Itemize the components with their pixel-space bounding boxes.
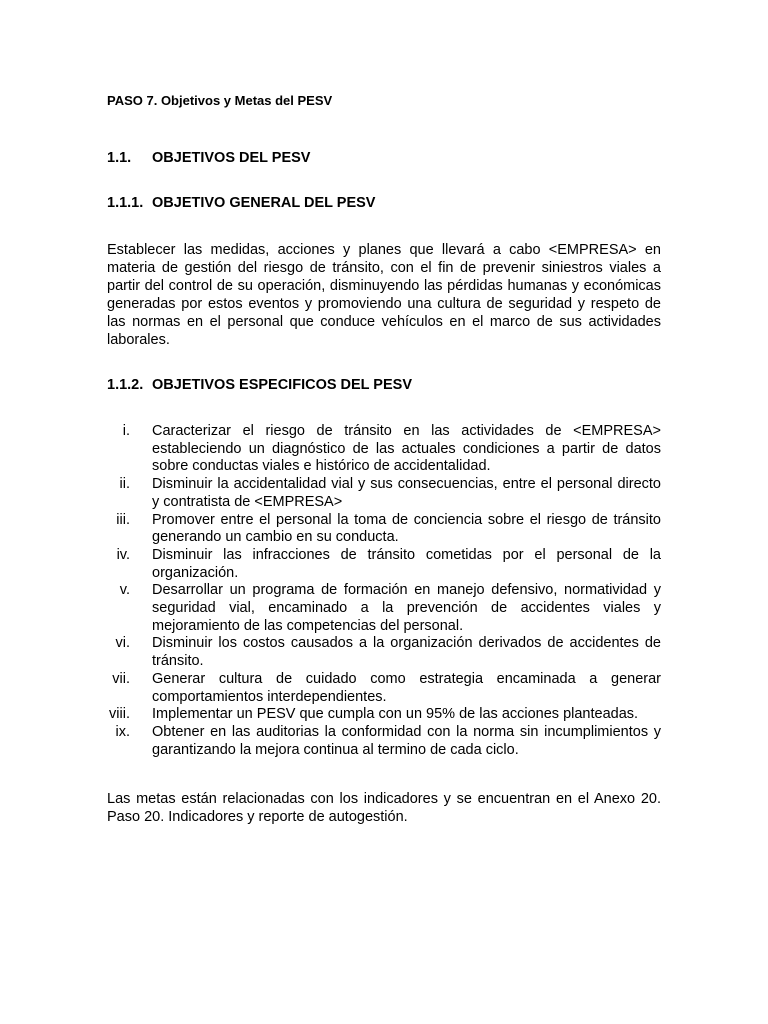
list-item-text: Desarrollar un programa de formación en manejo defensivo, normatividad y seguridad vial, encaminado a la prevención de accidentes viales y mejoramiento de las competencias del personal. [152, 582, 661, 634]
list-item-number: ii. [119, 476, 130, 493]
list-item-text: Disminuir los costos causados a la organización derivados de accidentes de tránsito. [152, 635, 661, 670]
list-item-text: Disminuir las infracciones de tránsito cometidas por el personal de la organización. [152, 546, 661, 581]
section-title: OBJETIVOS ESPECIFICOS DEL PESV [152, 377, 412, 393]
list-item [107, 635, 661, 670]
list-item-number: iv. [116, 546, 130, 563]
section-heading-specific-objectives [107, 377, 412, 393]
list-item-number: i. [122, 423, 130, 439]
list-item-text: Promover entre el personal la toma de conciencia sobre el riesgo de tránsito generando un cambio en su conducta. [152, 511, 661, 546]
section-title: OBJETIVO GENERAL DEL PESV [152, 195, 376, 211]
list-item-text: Disminuir la accidentalidad vial y sus consecuencias, entre el personal directo y contratista de <EMPRESA> [152, 476, 661, 510]
list-item [107, 476, 661, 511]
list-item-number: vi. [115, 635, 130, 652]
list-item [107, 706, 661, 724]
section-number: 1.1.1. [107, 195, 144, 211]
list-item [107, 582, 661, 635]
section-title: OBJETIVOS DEL PESV [152, 150, 311, 166]
section-heading-general-objective [107, 195, 375, 211]
general-objective-paragraph: Establecer las medidas, acciones y planes que llevará a cabo <EMPRESA> en materia de gestión del riesgo de tránsito, con el fin de prevenir siniestros viales a partir del control de su operación, disminuyendo las pérdidas humanas y económicas generadas por estos eventos y promoviendo una cultura de seguridad y respeto de las normas en el personal que conduce vehículos en el marco de sus actividades laborales. [107, 242, 661, 348]
list-item-text: Generar cultura de cuidado como estrategia encaminada a generar comportamientos interdependientes. [152, 670, 661, 705]
list-item [107, 724, 661, 759]
list-item-text: Obtener en las auditorias la conformidad con la norma sin incumplimientos y garantizando la mejora continua al termino de cada ciclo. [152, 723, 661, 758]
list-item [107, 671, 661, 706]
list-item-text: Caracterizar el riesgo de tránsito en las actividades de <EMPRESA> estableciendo un diagnóstico de las actuales condiciones a partir de datos sobre conductas viales e histórico de accidentalidad. [152, 423, 661, 475]
specific-objectives-list [107, 423, 661, 759]
list-item-number: ix. [115, 723, 130, 740]
list-item-number: iii. [116, 511, 130, 528]
section-number: 1.1. [107, 150, 132, 166]
list-item-number: viii. [109, 706, 130, 723]
list-item [107, 547, 661, 582]
list-item-text: Implementar un PESV que cumpla con un 95% de las acciones planteadas. [152, 706, 639, 723]
step-title: PASO 7. Objetivos y Metas del PESV [107, 93, 333, 108]
list-item [107, 512, 661, 547]
list-item-number: v. [119, 582, 130, 599]
list-item [107, 423, 661, 476]
section-number: 1.1.2. [107, 377, 144, 393]
list-item-number: vii. [112, 670, 130, 687]
closing-paragraph: Las metas están relacionadas con los indicadores y se encuentran en el Anexo 20. Paso 20. Indicadores y reporte de autogestión. [107, 791, 661, 825]
section-heading-objectives [107, 150, 310, 166]
